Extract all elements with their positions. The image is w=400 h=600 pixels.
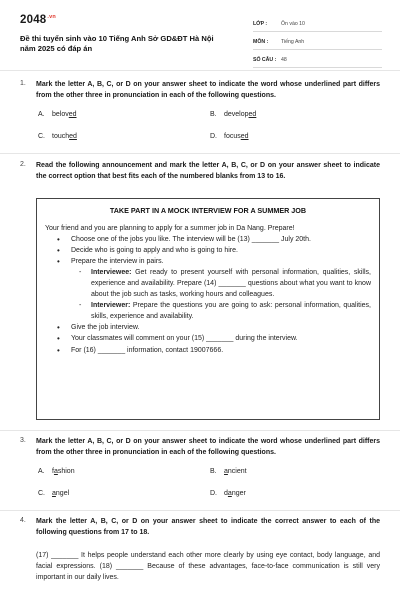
sub-item-interviewee: - Interviewee: Get ready to present yourself with personal information, qualities, skills, experience and availability. Prepare (14) _______ questions about what you want to know about the job such as tasks, working hours and colleagues. <box>45 267 371 300</box>
question-number: 2. <box>20 161 26 168</box>
list-item: • Your classmates will comment on your (15) _______ during the interview. <box>45 333 371 344</box>
question-text: Mark the letter A, B, C, or D on your answer sheet to indicate the correct answer to each of the following questions from 17 to 18. <box>36 518 380 536</box>
sub-item-interviewer: - Interviewer: Prepare the questions you are going to ask: personal information, qualities, skills, experience and availability. <box>45 300 371 322</box>
list-item: • Prepare the interview in pairs. <box>45 256 371 267</box>
section-divider <box>0 510 400 511</box>
announcement-title: TAKE PART IN A MOCK INTERVIEW FOR A SUMMER JOB <box>109 206 307 215</box>
option-c[interactable]: C. touched <box>38 133 77 140</box>
meta-question-count: SỐ CÂU : 48 <box>253 52 382 68</box>
answer-options <box>20 111 380 151</box>
list-item: • Choose one of the jobs you like. The interview will be (13) _______ July 20th. <box>45 234 371 245</box>
question-1 <box>20 80 380 151</box>
question-text: Read the following announcement and mark the letter A, B, C, or D on your answer sheet to indicate the correct option that best fits each of the numbered blanks from 13 to 16. <box>36 162 380 180</box>
question-text: Mark the letter A, B, C, or D on your answer sheet to indicate the word whose underlined part differs from the other three in pronunciation in each of the following questions. <box>36 438 380 456</box>
document-header <box>20 14 382 64</box>
meta-subject: MÔN : Tiếng Anh <box>253 34 382 50</box>
option-b[interactable]: B. ancient <box>210 468 247 475</box>
announcement-box <box>36 198 380 420</box>
list-item: • Decide who is going to apply and who is going to hire. <box>45 245 371 256</box>
question-text: Mark the letter A, B, C, or D on your answer sheet to indicate the word whose underlined part differs from the other three in pronunciation in each of the following questions. <box>36 81 380 99</box>
section-divider <box>0 430 400 431</box>
question-3 <box>20 437 380 508</box>
list-item: • Give the job interview. <box>45 322 371 333</box>
section-divider <box>0 153 400 154</box>
header-divider <box>0 70 400 71</box>
question-number: 3. <box>20 437 26 444</box>
list-item: • For (16) _______ information, contact 19007666. <box>45 345 371 356</box>
answer-options <box>20 468 380 508</box>
option-a[interactable]: A. fashion <box>38 468 75 475</box>
exam-title: Đề thi tuyển sinh vào 10 Tiếng Anh Sở GD&ĐT Hà Nội năm 2025 có đáp án <box>20 34 214 54</box>
option-a[interactable]: A. beloved <box>38 111 77 118</box>
option-b[interactable]: B. developed <box>210 111 257 118</box>
announcement-intro: Your friend and you are planning to apply for a summer job in Da Nang. Prepare! <box>45 225 295 232</box>
reading-passage: (17) _______ It helps people understand each other more clearly by using eye contact, body language, and facial expressions. (18) _______ Because of these advantages, face-to-face communication is still very important in our daily lives. <box>36 552 380 582</box>
option-d[interactable]: D. danger <box>210 490 246 497</box>
option-d[interactable]: D. focused <box>210 133 249 140</box>
question-4 <box>20 517 380 538</box>
option-c[interactable]: C. angel <box>38 490 70 497</box>
question-number: 1. <box>20 80 26 87</box>
meta-class: LỚP : Ôn vào 10 <box>253 16 382 32</box>
announcement-list <box>45 234 371 356</box>
site-logo[interactable]: $2048^{.vn}$ <box>20 14 56 26</box>
question-number: 4. <box>20 517 26 524</box>
exam-meta <box>253 16 382 70</box>
question-2 <box>20 161 380 182</box>
